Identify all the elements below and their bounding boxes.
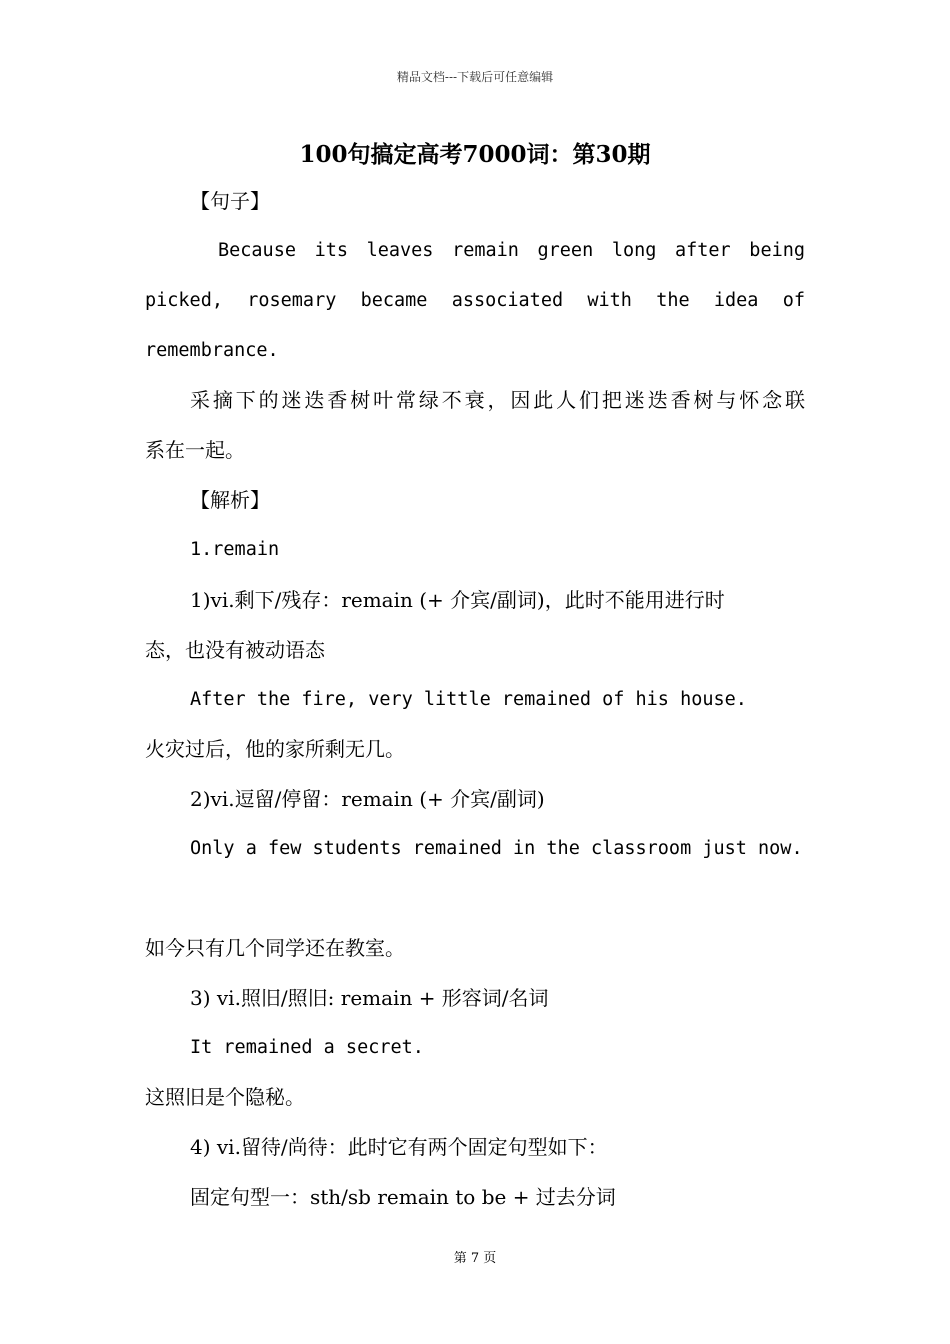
page-title: 100句搞定高考7000词：第30期 (299, 141, 651, 168)
example-3-en: It remained a secret. (190, 1037, 424, 1058)
analysis-heading: 【解析】 (190, 488, 270, 512)
definition-3: 3) vi.照旧/照旧: remain + 形容词/名词 (190, 986, 549, 1010)
example-1-zh: 火灾过后，他的家所剩无几。 (145, 737, 405, 761)
sentence-heading: 【句子】 (190, 189, 270, 213)
sentence-zh-line2: 系在一起。 (145, 438, 245, 462)
definition-4: 4) vi.留待/尚待：此时它有两个固定句型如下： (190, 1135, 608, 1159)
sentence-en-line1: Because its leaves remain green long after being (218, 240, 805, 261)
item-1: 1.remain (190, 539, 280, 560)
definition-1-line2: 态，也没有被动语态 (145, 638, 325, 662)
page-number: 第 7 页 (453, 1251, 497, 1266)
sentence-zh-line1: 采摘下的迷迭香树叶常绿不衰，因此人们把迷迭香树与怀念联 (190, 388, 805, 412)
definition-1-line1: 1)vi.剩下/残存：remain (+ 介宾/副词)，此时不能用进行时 (190, 588, 725, 612)
definition-2: 2)vi.逗留/停留：remain (+ 介宾/副词) (190, 787, 545, 811)
sentence-en-line3: remembrance. (145, 340, 279, 361)
example-3-zh: 这照旧是个隐秘。 (145, 1085, 305, 1109)
header-note: 精品文档---下载后可任意编辑 (396, 70, 554, 84)
example-2-zh: 如今只有几个同学还在教室。 (145, 936, 405, 960)
sentence-en-line2: picked, rosemary became associated with the idea of (145, 290, 805, 311)
example-1-en: After the fire, very little remained of his house. (190, 689, 747, 710)
example-2-en: Only a few students remained in the classroom just now. (190, 838, 803, 859)
fixed-pattern-1: 固定句型一：sth/sb remain to be + 过去分词 (190, 1185, 616, 1209)
